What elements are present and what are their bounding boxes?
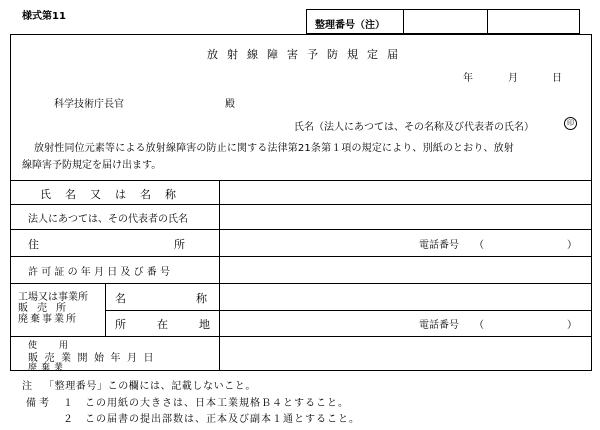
remark1-number: １ [63, 398, 73, 409]
row-label-permit: 許可証の年月日及び番号 [28, 267, 174, 278]
date-year: 年 [463, 73, 473, 84]
address-field[interactable] [221, 231, 401, 255]
remark1-text: この用紙の大きさは、日本工業規格Ｂ４とすること。 [85, 398, 349, 409]
facility-location-field[interactable] [221, 312, 401, 335]
start-label-line1: 使用 [28, 341, 91, 351]
registration-number-label: 整理番号（注） [315, 20, 385, 31]
address-phone-open: （ [474, 240, 484, 251]
date-month: 月 [508, 73, 518, 84]
note-label: 注 [22, 381, 32, 392]
seal-mark-text: 印 [567, 119, 574, 127]
intro-text-line1: 放射性同位元素等による放射線障害の防止に関する法律第21条第１項の規定により、別紙のとおり、放射 [34, 143, 514, 154]
start-label-line2: 販売業開始年月日 [28, 353, 160, 364]
representative-field[interactable] [221, 206, 590, 228]
addressee: 科学技術庁長官 [54, 99, 124, 110]
name-field[interactable] [221, 182, 590, 203]
facility-phone-label: 電話番号 [419, 320, 459, 331]
remark-label: 備考 [26, 398, 52, 409]
facility-group-line1: 工場又は事業所 [18, 292, 88, 303]
facility-location-label: 所在地 [115, 318, 241, 331]
form-number: 様式第11 [22, 11, 66, 22]
address-phone-close: ） [567, 240, 577, 251]
address-phone-field[interactable] [488, 232, 570, 252]
date-day: 日 [552, 73, 562, 84]
registration-number-box [306, 9, 580, 34]
facility-phone-open: （ [474, 320, 484, 331]
intro-text-line2: 線障害予防規定を届け出ます。 [22, 160, 162, 171]
row-label-name: 氏名又は名称 [40, 188, 190, 201]
facility-name-field[interactable] [221, 285, 590, 309]
row-label-representative: 法人にあつては、その代表者の氏名 [28, 214, 188, 225]
facility-phone-field[interactable] [488, 313, 570, 333]
honorific: 殿 [225, 99, 235, 110]
address-phone-label: 電話番号 [419, 240, 459, 251]
facility-name-label: 名称 [115, 292, 277, 305]
permit-field[interactable] [221, 258, 590, 282]
note-text: 「整理番号」この欄には、記載しないこと。 [44, 381, 256, 392]
start-label-line3: 廃棄業 [28, 363, 68, 373]
applicant-name-label: 氏名（法人にあつては、その名称及び代表者の氏名） [294, 122, 534, 133]
remark2-number: ２ [63, 414, 73, 425]
form-title: 放射線障害予防規定届 [207, 48, 407, 61]
seal-mark [564, 117, 577, 130]
facility-group-line3: 廃棄事業所 [18, 314, 78, 325]
start-date-field[interactable] [221, 338, 590, 369]
remark2-text: この届書の提出部数は、正本及び副本１通とすること。 [85, 414, 360, 425]
address-label-text: 住所 [28, 238, 320, 251]
facility-group-line2: 販売所 [18, 303, 75, 314]
facility-phone-close: ） [567, 320, 577, 331]
